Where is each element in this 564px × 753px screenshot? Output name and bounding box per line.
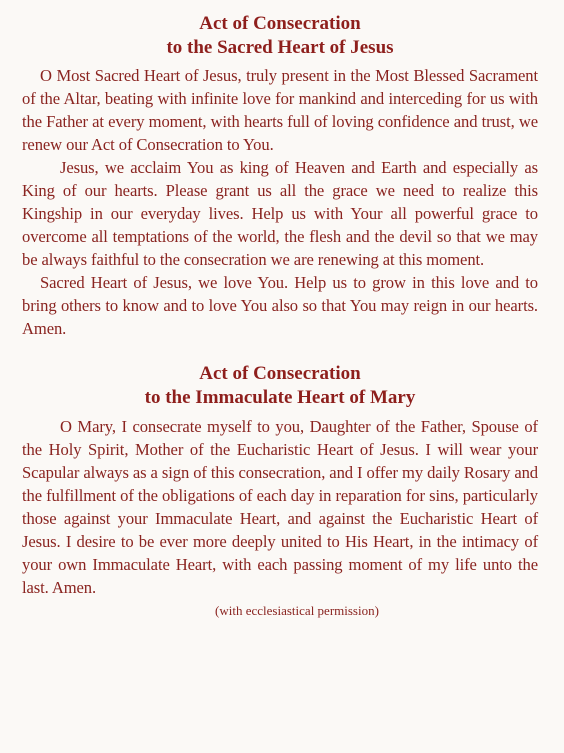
- section-sacred-heart: [22, 12, 538, 340]
- title-line-1: Act of Consecration: [199, 363, 361, 384]
- section-title: [22, 362, 538, 410]
- prayer-body: [22, 64, 538, 340]
- paragraph: Sacred Heart of Jesus, we love You. Help us to grow in this love and to bring others to know and to love You also so that You may reign in our hearts. Amen.: [22, 273, 538, 338]
- paragraph: Jesus, we acclaim You as king of Heaven and Earth and especially as King of our hearts. Please grant us all the grace we need to realize this Kingship in our everyday lives. Help us with Your all powerful grace to overcome all temptations of the world, the flesh and the devil so that we may be always faithful to the consecration we are renewing at this moment.: [22, 158, 538, 269]
- section-title: [22, 12, 538, 60]
- prayer-body: [22, 415, 538, 599]
- section-immaculate-heart: [22, 362, 538, 599]
- paragraph: O Most Sacred Heart of Jesus, truly present in the Most Blessed Sacrament of the Altar, beating with infinite love for mankind and interceding for us with the Father at every moment, with hearts full of loving confidence and trust, we renew our Act of Consecration to You.: [22, 66, 538, 154]
- ecclesiastical-permission-note: (with ecclesiastical permission): [215, 603, 379, 618]
- title-line-2: to the Sacred Heart of Jesus: [166, 37, 394, 58]
- title-line-1: Act of Consecration: [199, 13, 361, 34]
- title-line-2: to the Immaculate Heart of Mary: [144, 387, 416, 408]
- paragraph: O Mary, I consecrate myself to you, Daughter of the Father, Spouse of the Holy Spirit, Mother of the Eucharistic Heart of Jesus. I will wear your Scapular always as a sign of this consecration, and I offer my daily Rosary and the fulfillment of the obligations of each day in reparation for sins, particularly those against your Immaculate Heart, and against the Eucharistic Heart of Jesus. I desire to be ever more deeply united to His Heart, in the intimacy of your own Immaculate Heart, with each passing moment of my life unto the last. Amen.: [22, 417, 538, 597]
